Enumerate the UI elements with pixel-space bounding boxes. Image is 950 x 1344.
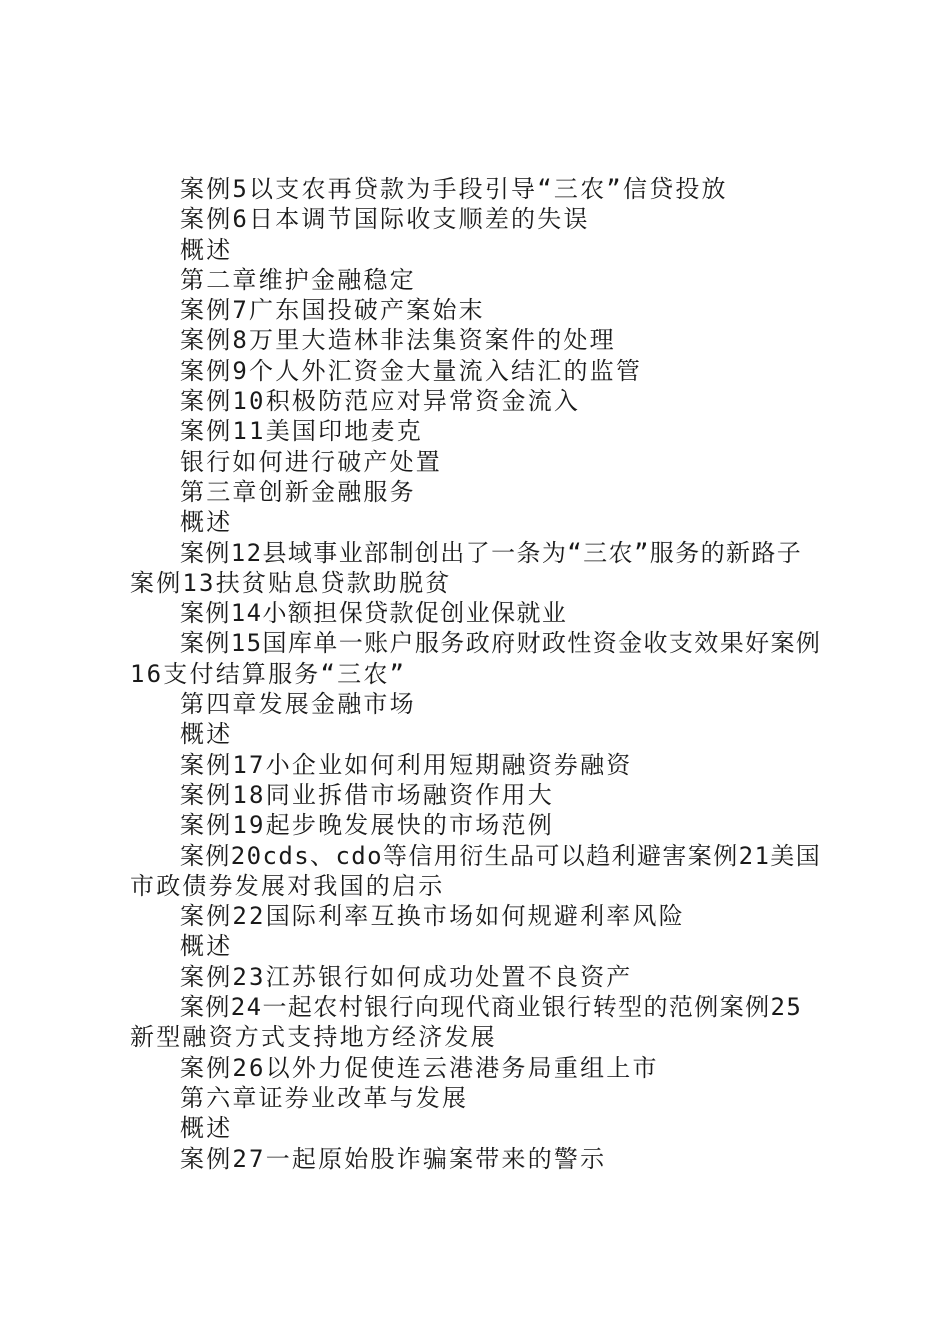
text-line: 案例11美国印地麦克 xyxy=(180,417,423,446)
text-line: 案例20cds、cdo等信用衍生品可以趋利避害案例21美国 xyxy=(180,841,822,870)
text-line: 案例5以支农再贷款为手段引导“三农”信贷投放 xyxy=(180,175,728,203)
text-line: 案例27一起原始股诈骗案带来的警示 xyxy=(180,1144,607,1173)
text-line: 案例26以外力促使连云港港务局重组上市 xyxy=(180,1053,659,1082)
text-line: 16支付结算服务“三农” xyxy=(130,659,407,688)
text-line: 案例17小企业如何利用短期融资券融资 xyxy=(180,750,633,779)
text-line: 案例6日本调节国际收支顺差的失误 xyxy=(180,205,590,234)
text-line: 案例7广东国投破产案始末 xyxy=(180,296,485,325)
text-line: 市政债券发展对我国的启示 xyxy=(130,871,445,900)
text-line: 第六章证券业改革与发展 xyxy=(180,1083,469,1112)
text-line: 案例22国际利率互换市场如何规避利率风险 xyxy=(180,902,685,931)
text-line: 案例19起步晚发展快的市场范例 xyxy=(180,811,554,840)
document-body xyxy=(130,174,832,1174)
text-line: 概述 xyxy=(180,235,233,264)
text-line: 新型融资方式支持地方经济发展 xyxy=(130,1023,497,1052)
text-line: 概述 xyxy=(180,508,233,537)
text-line: 概述 xyxy=(180,720,233,749)
text-line: 案例10积极防范应对异常资金流入 xyxy=(180,387,581,416)
text-line: 案例24一起农村银行向现代商业银行转型的范例案例25 xyxy=(180,993,803,1022)
text-line: 第四章发展金融市场 xyxy=(180,690,416,719)
text-line: 案例12县域事业部制创出了一条为“三农”服务的新路子 xyxy=(180,538,803,567)
text-line: 案例23江苏银行如何成功处置不良资产 xyxy=(180,962,633,991)
text-line: 案例18同业拆借市场融资作用大 xyxy=(180,780,554,809)
text-line: 概述 xyxy=(180,932,233,961)
text-line: 第三章创新金融服务 xyxy=(180,477,416,506)
text-line: 案例15国库单一账户服务政府财政性资金收支效果好案例 xyxy=(180,629,822,658)
text-line: 第二章维护金融稳定 xyxy=(180,265,416,294)
text-line: 案例14小额担保贷款促创业保就业 xyxy=(180,599,568,628)
text-line: 案例13扶贫贴息贷款助脱贫 xyxy=(130,568,452,597)
text-line: 银行如何进行破产处置 xyxy=(180,447,442,476)
text-line: 案例9个人外汇资金大量流入结汇的监管 xyxy=(180,356,643,385)
text-line: 概述 xyxy=(180,1114,233,1143)
text-line: 案例8万里大造林非法集资案件的处理 xyxy=(180,326,616,355)
